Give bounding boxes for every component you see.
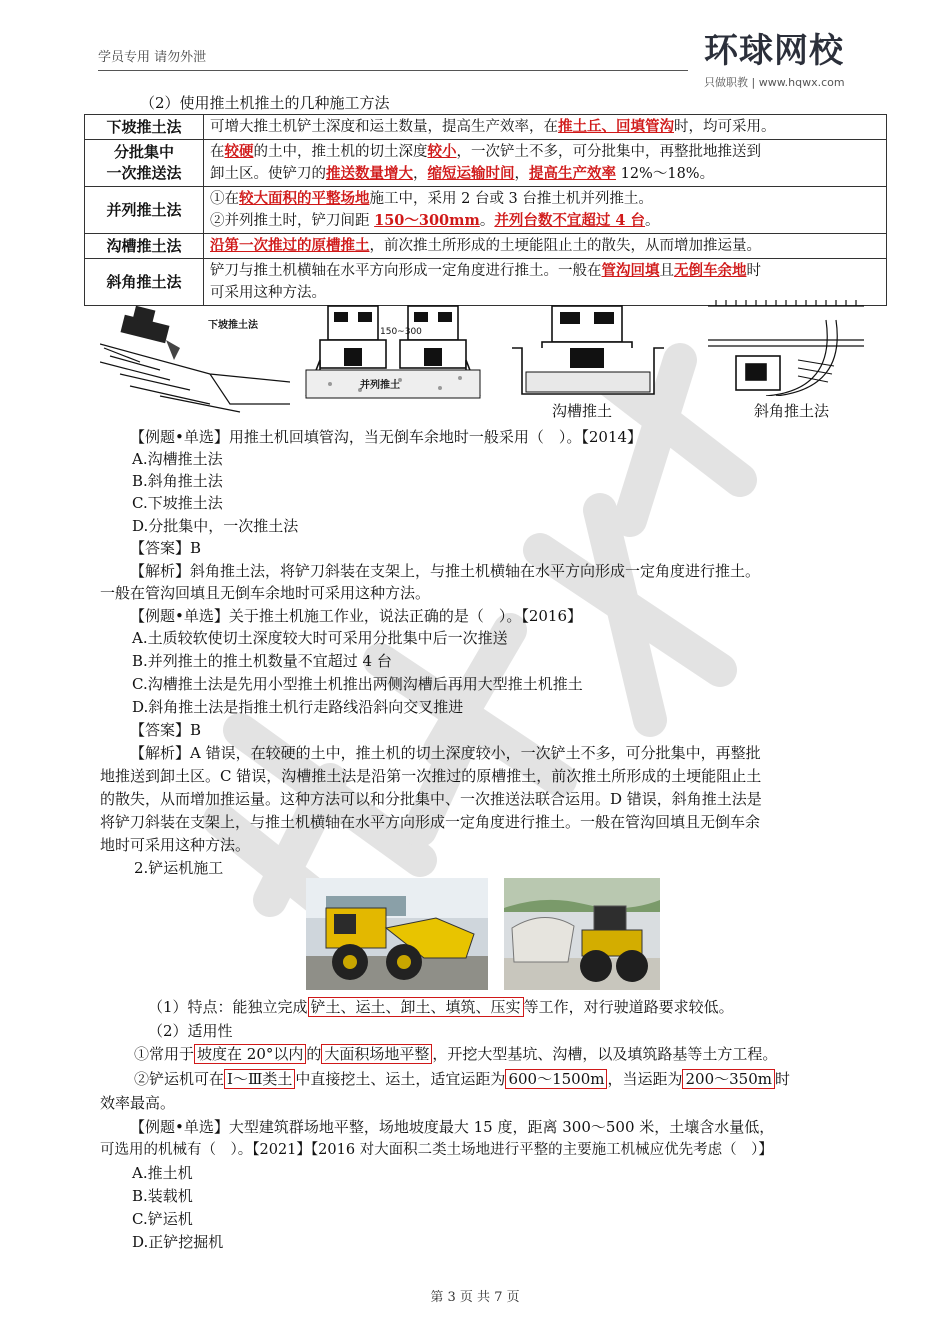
trench-push-figure <box>508 300 668 396</box>
method-name: 并列推土法 <box>85 187 204 234</box>
table-row <box>85 187 887 234</box>
angle-push-figure <box>706 300 866 396</box>
q2-analysis-line: 的散失，从而增加推运量。这种方法可以和分批集中、一次推送法联合运用。D 错误，斜角推土法是 <box>100 790 762 808</box>
table-row <box>85 234 887 259</box>
best-distance-highlight: 200～350m <box>682 1069 775 1089</box>
q2-answer: 【答案】B <box>130 721 202 739</box>
q2-analysis-line: 将铲刀斜装在支架上，与推土机横轴在水平方向形成一定角度进行推土。一般在管沟回填且无倒车余 <box>100 813 761 831</box>
scraper-usage-title: （2）适用性 <box>148 1022 233 1040</box>
q3-stem-line2: 可选用的机械有（ ）。【2021】【2016 对大面积二类土场地进行平整的主要施工机械应优先考虑（ ）】 <box>100 1142 773 1158</box>
logo-main-text: 环球网校 <box>704 31 844 71</box>
method-desc: 可增大推土机铲土深度和运土数量，提高生产效率，在推土丘、回填管沟时，均可采用。 <box>204 115 887 140</box>
slope-highlight: 坡度在 20°以内 <box>194 1044 306 1064</box>
method-name: 分批集中 一次推送法 <box>85 140 204 187</box>
downhill-push-label: 下坡推土法 <box>208 320 258 331</box>
q2-option-a: A.土质较软使切土深度较大时可采用分批集中后一次推送 <box>132 629 508 647</box>
q2-option-c: C.沟槽推土法是先用小型推土机推出两侧沟槽后再用大型推土机推土 <box>132 675 583 693</box>
scraper-usage-1: ①常用于 坡度在 20°以内 的 大面积场地平整 ，开挖大型基坑、沟槽，以及填筑路基等土方工程。 <box>134 1045 778 1063</box>
q1-option-a: A.沟槽推土法 <box>132 450 223 468</box>
q2-option-b: B.并列推土的推土机数量不宜超过 4 台 <box>132 652 392 670</box>
header-divider <box>98 70 688 71</box>
q2-analysis-line: 【解析】A 错误，在较硬的土中，推土机的切土深度较小，一次铲土不多，可分批集中，再整批 <box>130 744 761 762</box>
q2-option-d: D.斜角推土法是指推土机行走路线沿斜向交叉推进 <box>132 698 464 716</box>
method-name: 沟槽推土法 <box>85 234 204 259</box>
logo-sub-text: 只做职教 | www.hqwx.com <box>704 76 845 89</box>
q3-option-c: C.铲运机 <box>132 1210 193 1228</box>
q3-option-a: A.推土机 <box>132 1164 193 1182</box>
q1-analysis-line1: 【解析】斜角推土法，将铲刀斜装在支架上，与推土机横轴在水平方向形成一定角度进行推土。 <box>130 562 761 580</box>
method-name: 下坡推土法 <box>85 115 204 140</box>
soil-class-highlight: Ⅰ～Ⅲ类土 <box>224 1069 295 1089</box>
method-desc: ①在较大面积的平整场地施工中，采用 2 台或 3 台推土机并列推土。 ②并列推土时，铲刀间距 150～300mm。并列台数不宜超过 4 台。 <box>204 187 887 234</box>
method-desc: 铲刀与推土机横轴在水平方向形成一定角度进行推土。一般在管沟回填且无倒车余地时 可采用这种方法。 <box>204 259 887 306</box>
q3-stem-line1: 【例题•单选】大型建筑群场地平整，场地坡度最大 15 度，距离 300～500 米，土壤含水量低， <box>130 1118 775 1136</box>
q3-option-d: D.正铲挖掘机 <box>132 1233 224 1251</box>
scraper-photo-1 <box>306 878 488 990</box>
table-row <box>85 259 887 306</box>
parallel-push-label: 并列推土 <box>360 380 400 391</box>
scraper-usage-2: ②铲运机可在 Ⅰ～Ⅲ类土 中直接挖土、运土，适宜运距为 600～1500m ，当运距为 200～350m 时 <box>134 1070 790 1088</box>
q2-analysis-line: 地推送到卸土区。C 错误，沟槽推土法是沿第一次推过的原槽推土，前次推土所形成的土埂能阻止土 <box>100 767 762 785</box>
method-name: 斜角推土法 <box>85 259 204 306</box>
parallel-push-figure <box>300 300 490 410</box>
angle-push-caption: 斜角推土法 <box>754 402 830 420</box>
q3-option-b: B.装载机 <box>132 1187 193 1205</box>
brand-logo <box>704 32 874 96</box>
scraper-feature-line: （1）特点：能独立完成 铲土、运土、卸土、填筑、压实 等工作，对行驶道路要求较低。 <box>148 998 734 1016</box>
header-left-text: 学员专用 请勿外泄 <box>98 50 207 65</box>
trench-push-caption: 沟槽推土 <box>552 402 613 420</box>
q1-option-c: C.下坡推土法 <box>132 494 223 512</box>
table-row <box>85 115 887 140</box>
section-title: （2）使用推土机推土的几种施工方法 <box>140 94 390 112</box>
method-desc: 沿第一次推过的原槽推土，前次推土所形成的土埂能阻止土的散失，从而增加推运量。 <box>204 234 887 259</box>
page-number: 第 3 页 共 7 页 <box>430 1290 520 1305</box>
method-desc: 在较硬的土中，推土机的切土深度较小，一次铲土不多，可分批集中，再整批地推送到 卸土区。使铲刀的推送数量增大，缩短运输时间，提高生产效率 12%～18%。 <box>204 140 887 187</box>
q1-option-d: D.分批集中，一次推土法 <box>132 517 299 535</box>
area-highlight: 大面积场地平整 <box>321 1044 432 1064</box>
scraper-photo-2 <box>504 878 660 990</box>
q1-analysis-line2: 一般在管沟回填且无倒车余地时可采用这种方法。 <box>100 584 431 602</box>
q1-answer: 【答案】B <box>130 539 202 557</box>
scraper-section-title: 2.铲运机施工 <box>134 859 224 877</box>
bulldozer-methods-table <box>84 114 887 306</box>
table-row <box>85 140 887 187</box>
scraper-usage-2-line2: 效率最高。 <box>100 1094 176 1112</box>
feature-highlight: 铲土、运土、卸土、填筑、压实 <box>308 997 524 1017</box>
blade-spacing-label: 150~300 <box>380 327 422 337</box>
q1-stem: 【例题•单选】用推土机回填管沟，当无倒车余地时一般采用（ ）。【2014】 <box>130 428 643 446</box>
q1-option-b: B.斜角推土法 <box>132 472 223 490</box>
q2-analysis-line: 地时可采用这种方法。 <box>100 836 251 854</box>
q2-stem: 【例题•单选】关于推土机施工作业，说法正确的是（ ）。【2016】 <box>130 607 583 625</box>
distance-highlight: 600～1500m <box>505 1069 607 1089</box>
downhill-push-figure <box>100 304 290 414</box>
